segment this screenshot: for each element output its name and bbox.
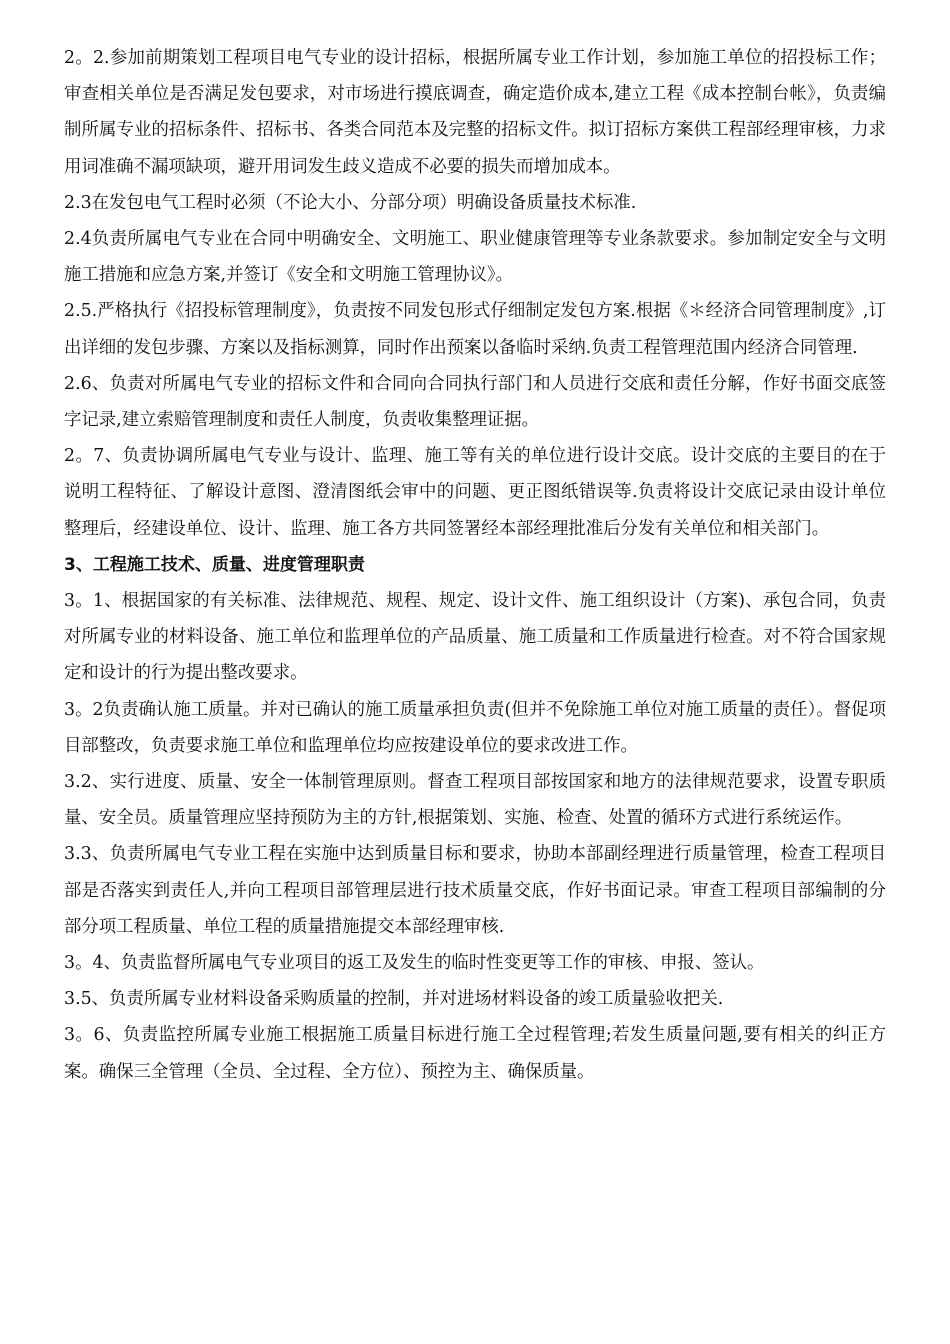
paragraph-2-7-design-briefing: 2。7、负责协调所属电气专业与设计、监理、施工等有关的单位进行设计交底。设计交底的主要目的在于说明工程特征、了解设计意图、澄清图纸会审中的问题、更正图纸错误等.负责将设计交底记录由设计单位整理后，经建设单位、设计、监理、施工各方共同签署经本部经理批准后分发有关单位和相关部门。 xyxy=(64,446,886,539)
paragraph-3-1-quality-inspection: 3。1、根据国家的有关标准、法律规范、规程、规定、设计文件、施工组织设计（方案)、承包合同，负责对所属专业的材料设备、施工单位和监理单位的产品质量、施工质量和工作质量进行检查。对不符合国家规定和设计的行为提出整改要求。 xyxy=(64,591,886,684)
paragraph-2-6-contract-briefing: 2.6、负责对所属电气专业的招标文件和合同向合同执行部门和人员进行交底和责任分解，作好书面交底签字记录,建立索赔管理制度和责任人制度，负责收集整理证据。 xyxy=(64,373,886,431)
paragraph-3-3-quality-targets: 3.3、负责所属电气专业工程在实施中达到质量目标和要求，协助本部副经理进行质量管理，检查工程项目部是否落实到责任人,并向工程项目部管理层进行技术质量交底，作好书面记录。审查工程项目部编制的分部分项工程质量、单位工程的质量措施提交本部经理审核. xyxy=(64,844,886,937)
paragraph-3-6-process-control: 3。6、负责监控所属专业施工根据施工质量目标进行施工全过程管理;若发生质量问题,要有相关的纠正方案。确保三全管理（全员、全过程、全方位）、预控为主、确保质量。 xyxy=(64,1025,886,1082)
section-heading-3: 3、工程施工技术、质量、进度管理职责 xyxy=(64,554,365,575)
document-page xyxy=(64,40,886,1090)
paragraph-3-2-quality-confirmation: 3。2负责确认施工质量。并对已确认的施工质量承担负责(但并不免除施工单位对施工质量的责任）。督促项目部整改，负责要求施工单位和监理单位均应按建设单位的要求改进工作。 xyxy=(64,699,886,756)
paragraph-2-4-safety-clauses: 2.4负责所属电气专业在合同中明确安全、文明施工、职业健康管理等专业条款要求。参加制定安全与文明施工措施和应急方案,并签订《安全和文明施工管理协议》。 xyxy=(64,229,886,286)
paragraph-2-3-equipment-standard: 2.3在发包电气工程时必须（不论大小、分部分项）明确设备质量技术标准. xyxy=(64,192,637,213)
paragraph-3-5-procurement-quality: 3.5、负责所属专业材料设备采购质量的控制，并对进场材料设备的竣工质量验收把关. xyxy=(64,989,724,1010)
paragraph-3-4-rework-supervision: 3。4、负责监督所属电气专业项目的返工及发生的临时性变更等工作的审核、申报、签认。 xyxy=(64,953,765,974)
paragraph-3-2-integrated-management: 3.2、实行进度、质量、安全一体制管理原则。督查工程项目部按国家和地方的法律规范要求，设置专职质量、安全员。质量管理应坚持预防为主的方针,根据策划、实施、检查、处置的循环方式进行系统运作。 xyxy=(64,772,886,829)
paragraph-2-5-bidding-management: 2.5.严格执行《招投标管理制度》，负责按不同发包形式仔细制定发包方案.根据《＊经济合同管理制度》,订出详细的发包步骤、方案以及指标测算，同时作出预案以备临时采纳.负责工程管理范围内经济合同管理. xyxy=(64,301,886,358)
paragraph-2-2-bidding: 2。2.参加前期策划工程项目电气专业的设计招标，根据所属专业工作计划，参加施工单位的招投标工作；审查相关单位是否满足发包要求，对市场进行摸底调查，确定造价成本,建立工程《成本控制台帐》，负责编制所属专业的招标条件、招标书、各类合同范本及完整的招标文件。拟订招标方案供工程部经理审核，力求用词准确不漏项缺项，避开用词发生歧义造成不必要的损失而增加成本。 xyxy=(64,48,886,177)
